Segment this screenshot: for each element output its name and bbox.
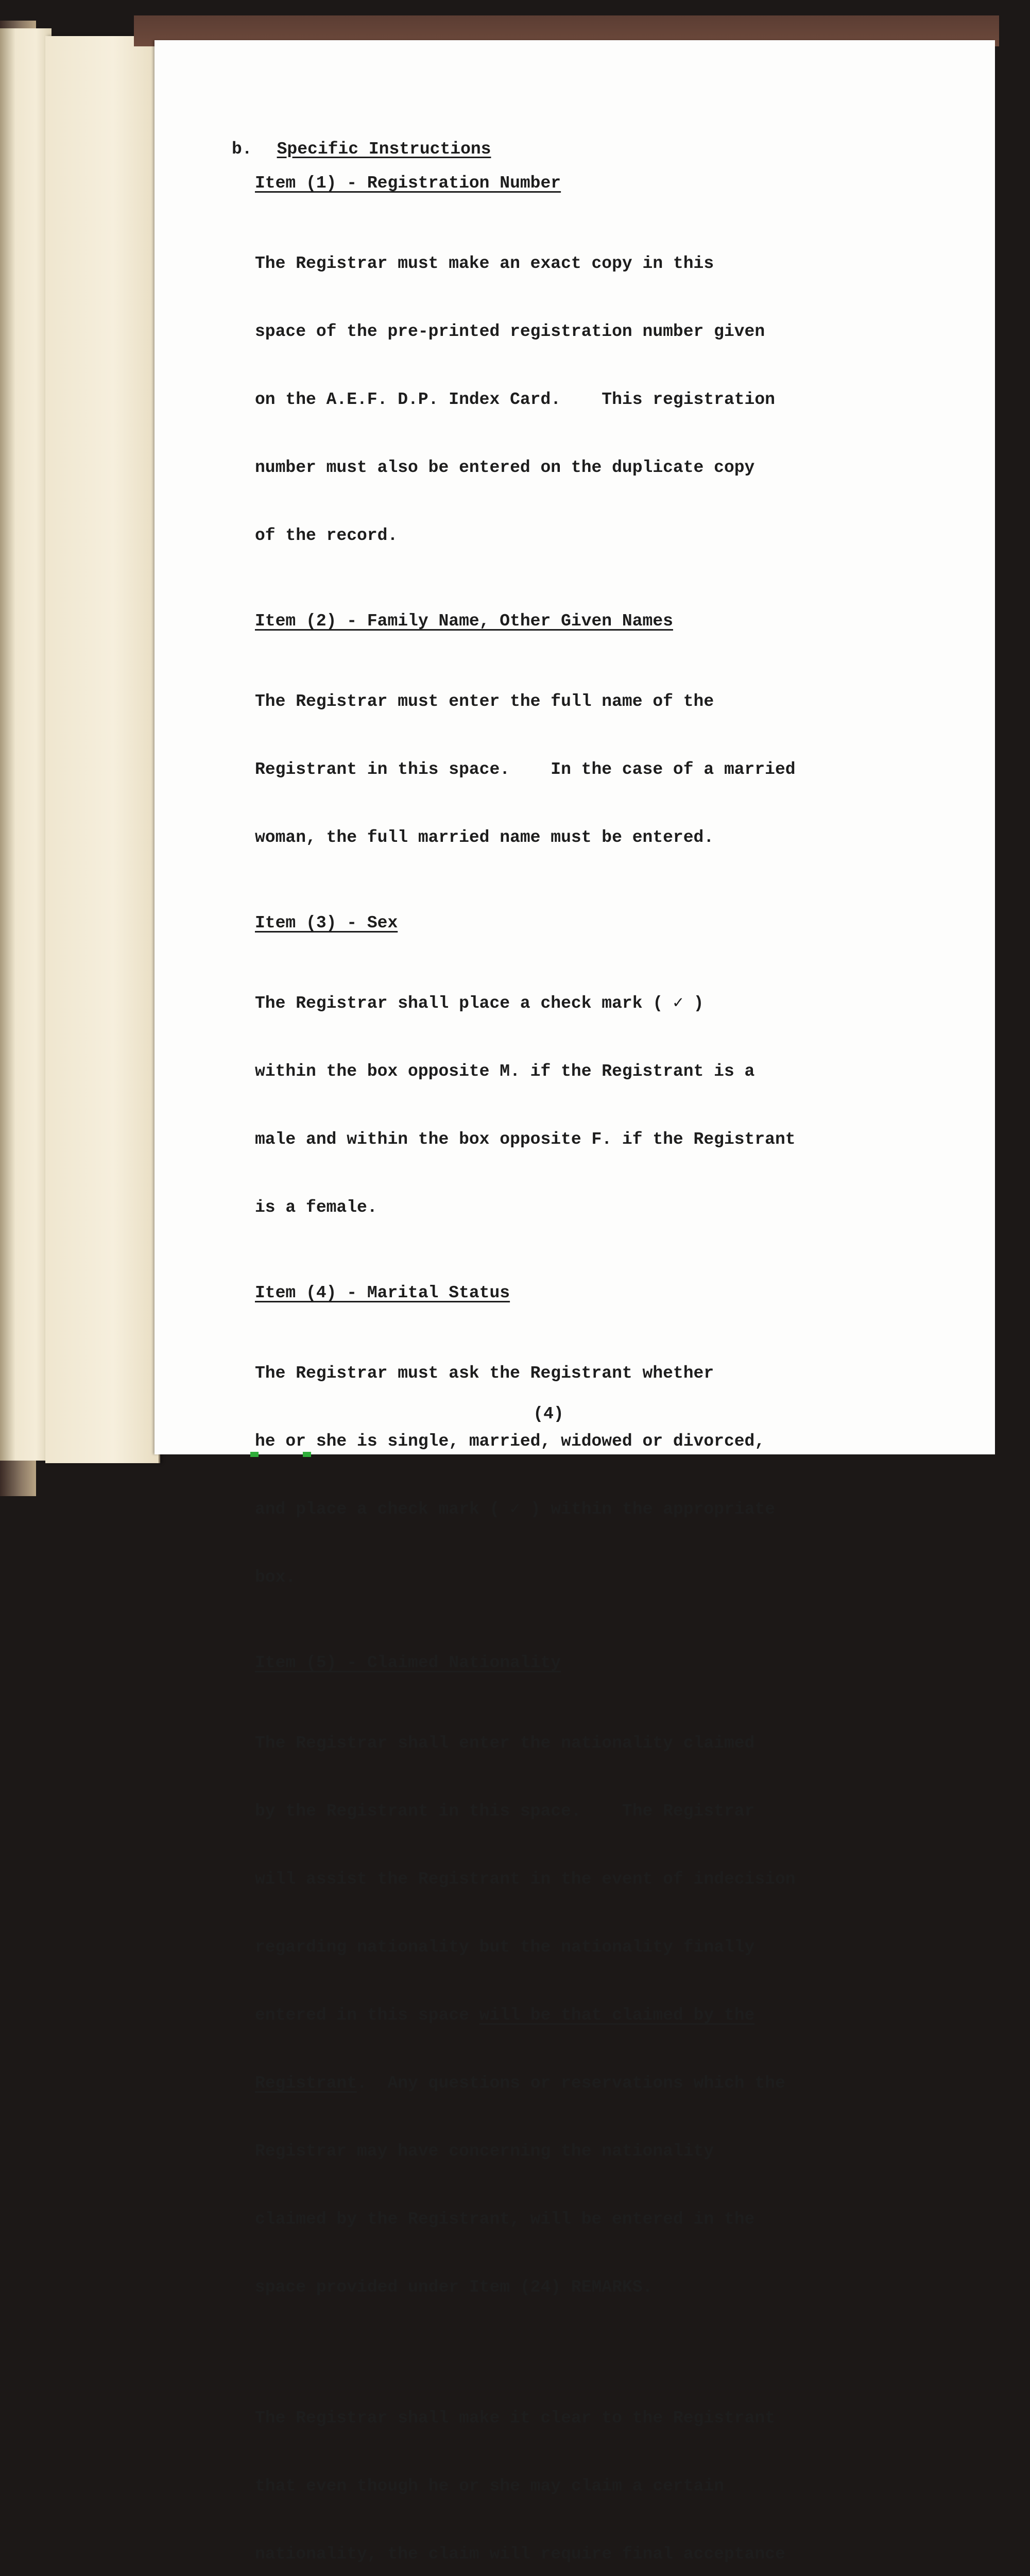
text-line: will assist the Registrant in the event of indecision bbox=[255, 1870, 796, 1889]
section-heading bbox=[232, 138, 876, 161]
text-line: nationality, the claim will require final acceptance bbox=[255, 2545, 785, 2564]
item-2-heading: Item (2) - Family Name, Other Given Names bbox=[255, 612, 673, 631]
text-line: claimed by the Registrant, will be entered in the bbox=[255, 2210, 755, 2229]
item-1-paragraph bbox=[255, 207, 876, 592]
item-1-heading: Item (1) - Registration Number bbox=[255, 174, 561, 193]
item-3-heading: Item (3) - Sex bbox=[255, 913, 398, 933]
text-line: The Registrar must ask the Registrant whether bbox=[255, 1364, 714, 1383]
underlined-text: Registrant bbox=[255, 2074, 357, 2093]
item-5-paragraph-2 bbox=[255, 2362, 876, 2576]
text-line: and place a check mark ( ✓ ) within the appropriate bbox=[255, 1500, 776, 1519]
text-line: space of the pre-printed registration number given bbox=[255, 322, 765, 341]
item-5-paragraph-1 bbox=[255, 1687, 876, 2344]
item-4-paragraph bbox=[255, 1317, 876, 1634]
book-spine-strip bbox=[0, 28, 52, 1461]
item-3-paragraph bbox=[255, 947, 876, 1264]
text-line: The Registrar shall place a check mark ( ✓ ) bbox=[255, 994, 704, 1013]
section-letter: b. bbox=[232, 140, 252, 159]
page-text-block bbox=[232, 138, 876, 2576]
text-line: box. bbox=[255, 1568, 296, 1587]
text-line: number must also be entered on the duplicate copy bbox=[255, 458, 755, 477]
text-line: by the Registrant in this space. The Registrar bbox=[255, 1802, 755, 1821]
text-line: woman, the full married name must be entered. bbox=[255, 828, 714, 847]
item-5-heading: Item (5) - Claimed Nationality bbox=[255, 1653, 561, 1672]
text-line: Registrar may have concerning the nationality bbox=[255, 2142, 714, 2161]
text-line: regarding nationality but the nationality finally bbox=[255, 1938, 755, 1957]
text-line: The Registrar must make an exact copy in this bbox=[255, 254, 714, 273]
text-line: of the record. bbox=[255, 526, 398, 545]
text-line: The Registrar must enter the full name of the bbox=[255, 692, 714, 711]
section-title: Specific Instructions bbox=[277, 140, 491, 159]
text-line: he or she is single, married, widowed or divorced, bbox=[255, 1432, 765, 1451]
text-line: that even though he or she may claim a certain bbox=[255, 2477, 724, 2496]
item-4-heading: Item (4) - Marital Status bbox=[255, 1283, 510, 1302]
text-fragment: . Any questions or reservations which the bbox=[357, 2074, 785, 2093]
text-line: on the A.E.F. D.P. Index Card. This registration bbox=[255, 390, 775, 409]
facing-page-edge bbox=[45, 36, 160, 1463]
page-number: (4) bbox=[533, 1404, 564, 1423]
color-fleck bbox=[250, 1452, 259, 1457]
text-fragment: entered in this space bbox=[255, 2006, 479, 2025]
color-fleck bbox=[303, 1452, 311, 1457]
text-line: within the box opposite M. if the Registrant is a bbox=[255, 1062, 755, 1081]
item-2-paragraph bbox=[255, 645, 876, 894]
underlined-text: will be that claimed by the bbox=[479, 2006, 755, 2025]
text-line bbox=[255, 2072, 876, 2095]
text-line bbox=[255, 2004, 876, 2027]
text-line: The Registrar shall enter the nationality claimed bbox=[255, 1734, 755, 1753]
text-line: Registrant in this space. In the case of a married bbox=[255, 760, 796, 779]
document-page bbox=[154, 40, 995, 2564]
text-line: is a female. bbox=[255, 1198, 377, 1217]
text-line: The Registrar shall make it clear to the Registrant bbox=[255, 2409, 775, 2428]
text-line: space provided under Item (24) REMARKS. bbox=[255, 2278, 653, 2297]
text-line: male and within the box opposite F. if the Registrant bbox=[255, 1130, 796, 1149]
